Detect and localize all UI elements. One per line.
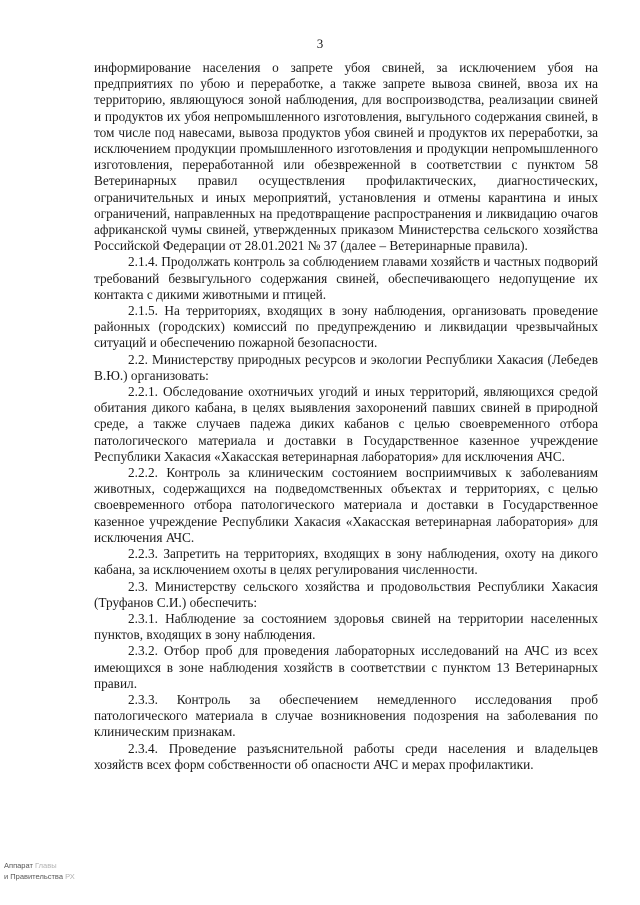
paragraph-2-1-5: 2.1.5. На территориях, входящих в зону наблюдения, организовать проведение районных (городских) комиссий по предупреждению и ликвидации чрезвычайных ситуаций и обеспечению пожарной безопасности. [94,303,598,351]
paragraph-2-3-1: 2.3.1. Наблюдение за состоянием здоровья свиней на территории населенных пунктов, входящих в зону наблюдения. [94,610,598,643]
footer-line-1-faded: Главы [35,861,57,870]
paragraph-2-1-4: 2.1.4. Продолжать контроль за соблюдением главами хозяйств и частных подворий требований безвыгульного содержания свиней, обеспечивающего недопущение их контакта с дикими животными и птицей. [94,254,598,302]
paragraph-2-3-4: 2.3.4. Проведение разъяснительной работы среди населения и владельцев хозяйств всех форм собственности об опасности АЧС и мерах профилактики. [94,740,598,772]
paragraph-2-3: 2.3. Министерству сельского хозяйства и продовольствия Республики Хакасия (Труфанов С.И.) обеспечить: [94,578,598,610]
paragraph-2-2: 2.2. Министерству природных ресурсов и экологии Республики Хакасия (Лебедев В.Ю.) организовать: [94,351,598,383]
document-body [94,60,598,773]
paragraph-2-3-2: 2.3.2. Отбор проб для проведения лабораторных исследований на АЧС из всех имеющихся в зоне наблюдения хозяйств в соответствии с пунктом 13 Ветеринарных правил. [94,643,598,691]
page-number: 3 [316,36,324,51]
paragraph-2-2-1: 2.2.1. Обследование охотничьих угодий и иных территорий, являющихся средой обитания дикого кабана, в целях выявления захоронений павших свиней в природной среде, а также случаев падежа диких кабанов с целью своевременного отбора патологического материала и доставки в Государственное казенное учреждение Республики Хакасия «Хакасская ветеринарная лаборатория» для исключения АЧС. [94,384,598,464]
footer-line-2 [4,871,75,882]
footer-line-1-text: Аппарат [4,861,33,870]
footer-stamp [4,860,75,882]
paragraph-2-3-3: 2.3.3. Контроль за обеспечением немедленного исследования проб патологического материала в случае возникновения подозрения на заболевания по клиническим признакам. [94,691,598,740]
paragraph-2-2-2: 2.2.2. Контроль за клиническим состоянием восприимчивых к заболеваниям животных, содержащихся на подведомственных объектах и территориях, с целью своевременного отбора патологического материала и доставки в Государственное казенное учреждение Республики Хакасия «Хакасская ветеринарная лаборатория» для исключения АЧС. [94,465,598,545]
footer-line-1 [4,860,75,871]
footer-line-2-text: и Правительства [4,872,63,881]
paragraph-continuation: информирование населения о запрете убоя свиней, за исключением убоя на предприятиях по убою и переработке, а также запрете вывоза свиней, ввоза их на территорию, являющуюся зоной наблюдения, для воспроизводства, реализации свиней и продуктов их убоя непромышленного изготовления, выгульного содержания свиней, в том числе под навесами, вывоза продуктов убоя свиней и продуктов их переработки, за исключением продукции промышленного изготовления и продукции непромышленного изготовления, переработанной или обезвреженной в соответствии с пунктом 58 Ветеринарных правил осуществления профилактических, диагностических, ограничительных и иных мероприятий, установления и отмены карантина и иных ограничений, направленных на предотвращение распространения и ликвидацию очагов африканской чумы свиней, утвержденных приказом Министерства сельского хозяйства Российской Федерации от 28.01.2021 № 37 (далее – Ветеринарные правила). [94,60,598,254]
paragraph-2-2-3: 2.2.3. Запретить на территориях, входящих в зону наблюдения, охоту на дикого кабана, за исключением охоты в целях регулирования численности. [94,546,598,578]
footer-line-2-faded: РХ [65,872,75,881]
